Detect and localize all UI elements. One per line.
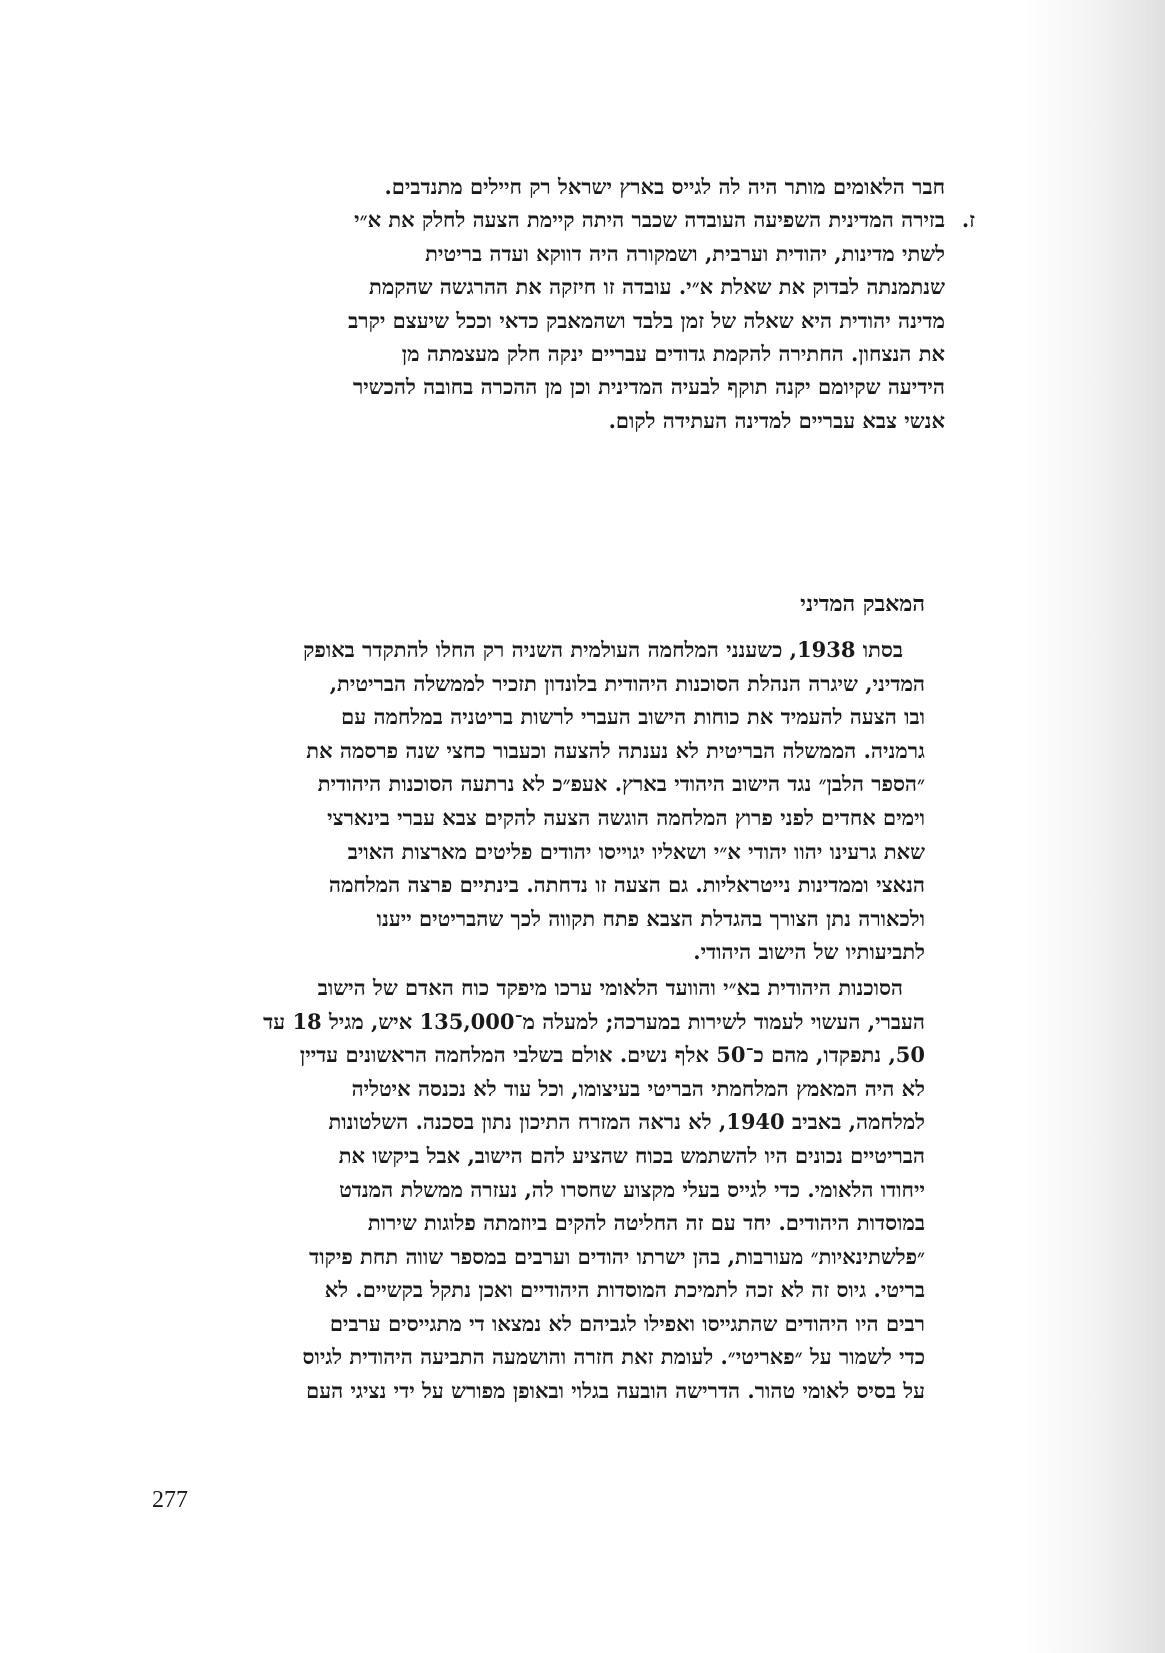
page-edge-shadow bbox=[1095, 0, 1165, 1653]
text-line: על בסיס לאומי טהור. הדרישה הובעה בגלוי ובאופן מפורש על ידי נציגי העם bbox=[306, 1378, 925, 1404]
item-line: מדינה יהודית היא שאלה של זמן בלבד ושהמאבק כדאי וככל שיעצם יקרב bbox=[348, 307, 945, 333]
text-line: לתביעותיו של הישוב היהודי. bbox=[693, 939, 925, 965]
item-line: שנתמנתה לבדוק את שאלת א״י. עובדה זו חיזקה את ההרגשה שהקמת bbox=[369, 274, 945, 300]
text-line: 50, נתפקדו, מהם כ־50 אלף נשים. אולם בשלבי המלחמה הראשונים עדיין bbox=[299, 1042, 925, 1068]
item-marker: ז. bbox=[961, 207, 975, 233]
item-line: הידיעה שקיומם יקנה תוקף לבעיה המדינית וכן מן ההכרה בחובה להכשיר bbox=[352, 374, 945, 400]
text-line: לא היה המאמץ המלחמתי הבריטי בעיצומו, וכל עוד לא נכנסה איטליה bbox=[351, 1075, 925, 1101]
text-line: הסוכנות היהודית בא״י והוועד הלאומי ערכו מיפקד כוח האדם של הישוב bbox=[317, 974, 903, 1000]
text-line: בריטי. גיוס זה לא זכה לתמיכת המוסדות היהודיים ואכן נתקל בקשיים. לא bbox=[324, 1277, 925, 1303]
text-line: כדי לשמור על ״פאריטי״. לעומת זאת חזרה והושמעה התביעה היהודית לגיוס bbox=[302, 1344, 925, 1370]
paragraph-2 bbox=[175, 971, 925, 1408]
text-line: רבים היו היהודים שהתגייסו ואפילו לגביהם לא נמצאו די מתגייסים ערבים bbox=[329, 1310, 925, 1336]
item-line: אנשי צבא עבריים למדינה העתידה לקום. bbox=[608, 407, 945, 433]
text-line: העברי, העשוי לעמוד לשירות במערכה; למעלה מ־135,000 איש, מגיל 18 עד bbox=[263, 1008, 925, 1034]
text-line: המדיני, שיגרה הנהלת הסוכנות היהודית בלונדון תזכיר לממשלה הבריטית, bbox=[329, 670, 925, 696]
text-line: בסתו 1938, כשענני המלחמה העולמית השניה רק החלו להתקדר באופק bbox=[303, 637, 903, 662]
text-line: ייחודו הלאומי. כדי לגייס בעלי מקצוע שחסרו לה, נעזרה ממשלת המנדט bbox=[339, 1176, 925, 1202]
text-line: ״פלשתינאיות״ מעורבות, בהן ישרתו יהודים וערבים במספר שווה תחת פיקוד bbox=[309, 1243, 925, 1269]
top-section bbox=[175, 170, 975, 437]
list-item-z bbox=[175, 203, 975, 437]
text-line: גרמניה. הממשלה הבריטית לא נענתה להצעה וכעבור כחצי שנה פרסמה את bbox=[306, 737, 925, 763]
text-line: הנאצי וממדינות נייטראליות. גם הצעה זו נדחתה. בינתיים פרצה המלחמה bbox=[328, 872, 925, 898]
section-heading: המאבק המדיני bbox=[800, 591, 925, 617]
main-text bbox=[175, 633, 925, 1408]
item-line: את הנצחון. החתירה להקמת גדודים עבריים ינקה חלק מעצמתה מן bbox=[401, 341, 945, 367]
text-line: שאת גרעינו יהוו יהודי א״י ושאליו יגוייסו יהודים פליטים מארצות האויב bbox=[347, 838, 925, 864]
page-number: 277 bbox=[152, 1487, 188, 1513]
text-line: במוסדות היהודים. יחד עם זה החליטה להקים ביוזמתה פלוגות שירות bbox=[367, 1210, 925, 1236]
text-line: למלחמה, באביב 1940, לא נראה המזרח התיכון נתון בסכנה. השלטונות bbox=[328, 1109, 925, 1135]
item-line: בזירה המדינית השפיעה העובדה שכבר היתה קיימת הצעה לחלק את א״י bbox=[354, 207, 945, 233]
text-line: הבריטיים נכונים היו להשתמש בכוח שהציע להם הישוב, אבל ביקשו את bbox=[338, 1142, 925, 1168]
continuation-line: חבר הלאומים מותר היה לה לגייס בארץ ישראל רק חיילים מתנדבים. bbox=[384, 174, 945, 199]
text-line: ולכאורה נתן הצורך בהגדלת הצבא פתח תקווה לכך שהבריטים ייענו bbox=[376, 905, 925, 931]
paragraph-1 bbox=[175, 633, 925, 969]
item-line: לשתי מדינות, יהודית וערבית, ושמקורה היה דווקא ועדה בריטית bbox=[425, 240, 945, 266]
text-line: וימים אחדים לפני פרוץ המלחמה הוגשה הצעה להקים צבא עברי בינארצי bbox=[327, 804, 925, 830]
text-line: ״הספר הלבן״ נגד הישוב היהודי בארץ. אעפ״כ לא נרתעה הסוכנות היהודית bbox=[317, 771, 925, 797]
text-line: ובו הצעה להעמיד את כוחות הישוב העברי לרשות בריטניה במלחמה עם bbox=[341, 704, 925, 730]
